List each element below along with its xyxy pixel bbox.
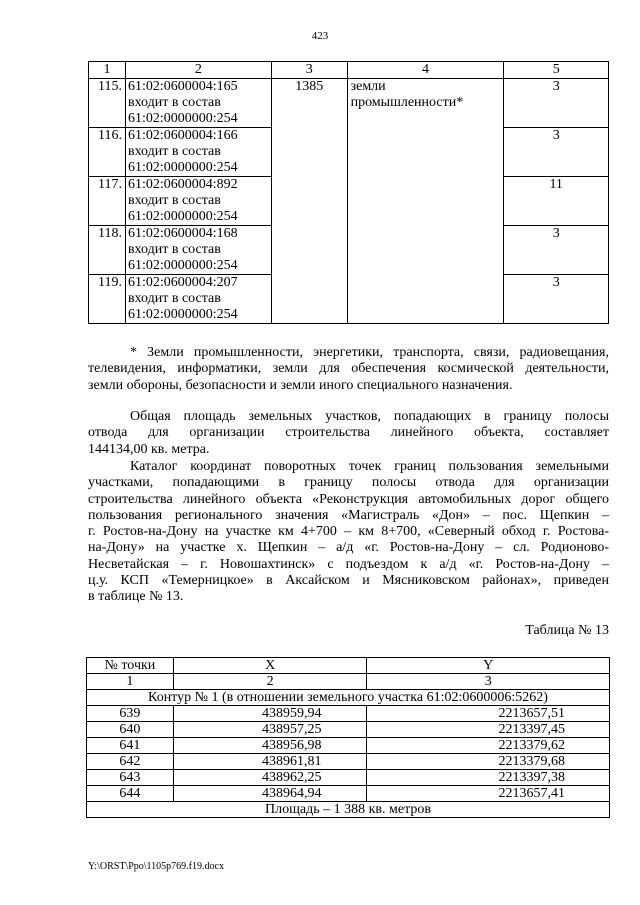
header-cell: 3 — [367, 674, 610, 690]
footnote: * Земли промышленности, энергетики, транспорта, связи, радиовещания, телевидения, информатики, земли для обеспечения космической деятельности, земли обороны, безопасности и земли иного специального назначения. — [88, 345, 609, 393]
row-number: 118. — [89, 226, 126, 275]
y-coordinate: 2213379,62 — [367, 738, 610, 754]
table-row — [87, 738, 610, 754]
x-coordinate: 438957,25 — [173, 722, 367, 738]
header-cell: X — [173, 658, 367, 674]
x-coordinate: 438961,81 — [173, 754, 367, 770]
y-coordinate: 2213397,45 — [367, 722, 610, 738]
area-total: Площадь – 1 388 кв. метров — [87, 802, 610, 818]
x-coordinate: 438956,98 — [173, 738, 367, 754]
cadastral-number: 61:02:0600004:168 входит в состав 61:02:0000000:254 — [125, 226, 271, 275]
catalog-paragraph: Каталог координат поворотных точек границ пользования земельными участками, попадающими в границу полосы отвода для организации строительства линейного объекта «Реконструкция автомобильных дорог общего пользования регионального значения «Магистраль «Дон» – пос. Щепкин – г. Ростов-на-Дону на участке км 4+700 – км 8+700, «Северный обход г. Ростова- на-Дону» на участке х. Щепкин – а/д «г. Ростов-на-Дону – сл. Родионово- Несветайская – г. Новошахтинск» с подъездом к а/д «г. Ростов-на-Дону – ц.у. КСП «Темерницкое» в Аксайском и Мясниковском районах», приведен в таблице № 13. — [88, 459, 609, 605]
header-cell: Y — [367, 658, 610, 674]
x-coordinate: 438962,25 — [173, 770, 367, 786]
y-coordinate: 2213657,51 — [367, 706, 610, 722]
land-category: земли промышленности* — [347, 79, 504, 324]
row-number: 119. — [89, 275, 126, 324]
point-number: 639 — [87, 706, 174, 722]
row-number: 116. — [89, 128, 126, 177]
area-row — [87, 802, 610, 818]
table-subheader-row — [87, 674, 610, 690]
table-header-row — [87, 658, 610, 674]
area-paragraph: Общая площадь земельных участков, попадающих в границу полосы отвода для организации строительства линейного объекта, составляет 144134,00 кв. метра. — [88, 409, 609, 457]
point-number: 643 — [87, 770, 174, 786]
point-number: 641 — [87, 738, 174, 754]
contour-row — [87, 690, 610, 706]
file-path: Y:\ORST\Ppo\1105p769.f19.docx — [88, 861, 224, 872]
coordinates-table — [86, 657, 610, 818]
table-row — [89, 79, 609, 128]
area-value: 1385 — [271, 79, 347, 324]
y-coordinate: 2213397,38 — [367, 770, 610, 786]
count-value: 3 — [504, 226, 609, 275]
count-value: 11 — [504, 177, 609, 226]
row-number: 117. — [89, 177, 126, 226]
table-row — [87, 722, 610, 738]
header-cell: № точки — [87, 658, 174, 674]
table-row — [87, 706, 610, 722]
land-plots-table — [88, 61, 609, 324]
table-row — [87, 786, 610, 802]
row-number: 115. — [89, 79, 126, 128]
count-value: 3 — [504, 128, 609, 177]
y-coordinate: 2213657,41 — [367, 786, 610, 802]
count-value: 3 — [504, 79, 609, 128]
header-cell: 5 — [504, 62, 609, 79]
table-header-row — [89, 62, 609, 79]
header-cell: 3 — [271, 62, 347, 79]
cadastral-number: 61:02:0600004:207 входит в состав 61:02:0000000:254 — [125, 275, 271, 324]
cadastral-number: 61:02:0600004:165 входит в состав 61:02:0000000:254 — [125, 79, 271, 128]
cadastral-number: 61:02:0600004:166 входит в состав 61:02:0000000:254 — [125, 128, 271, 177]
table-caption: Таблица № 13 — [525, 623, 609, 638]
x-coordinate: 438959,94 — [173, 706, 367, 722]
cadastral-number: 61:02:0600004:892 входит в состав 61:02:0000000:254 — [125, 177, 271, 226]
header-cell: 2 — [173, 674, 367, 690]
contour-title: Контур № 1 (в отношении земельного участка 61:02:0600006:5262) — [87, 690, 610, 706]
point-number: 642 — [87, 754, 174, 770]
point-number: 644 — [87, 786, 174, 802]
table-row — [87, 754, 610, 770]
table-row — [87, 770, 610, 786]
page-number: 423 — [311, 30, 329, 42]
header-cell: 4 — [347, 62, 504, 79]
header-cell: 1 — [87, 674, 174, 690]
count-value: 3 — [504, 275, 609, 324]
x-coordinate: 438964,94 — [173, 786, 367, 802]
y-coordinate: 2213379,68 — [367, 754, 610, 770]
header-cell: 1 — [89, 62, 126, 79]
point-number: 640 — [87, 722, 174, 738]
header-cell: 2 — [125, 62, 271, 79]
